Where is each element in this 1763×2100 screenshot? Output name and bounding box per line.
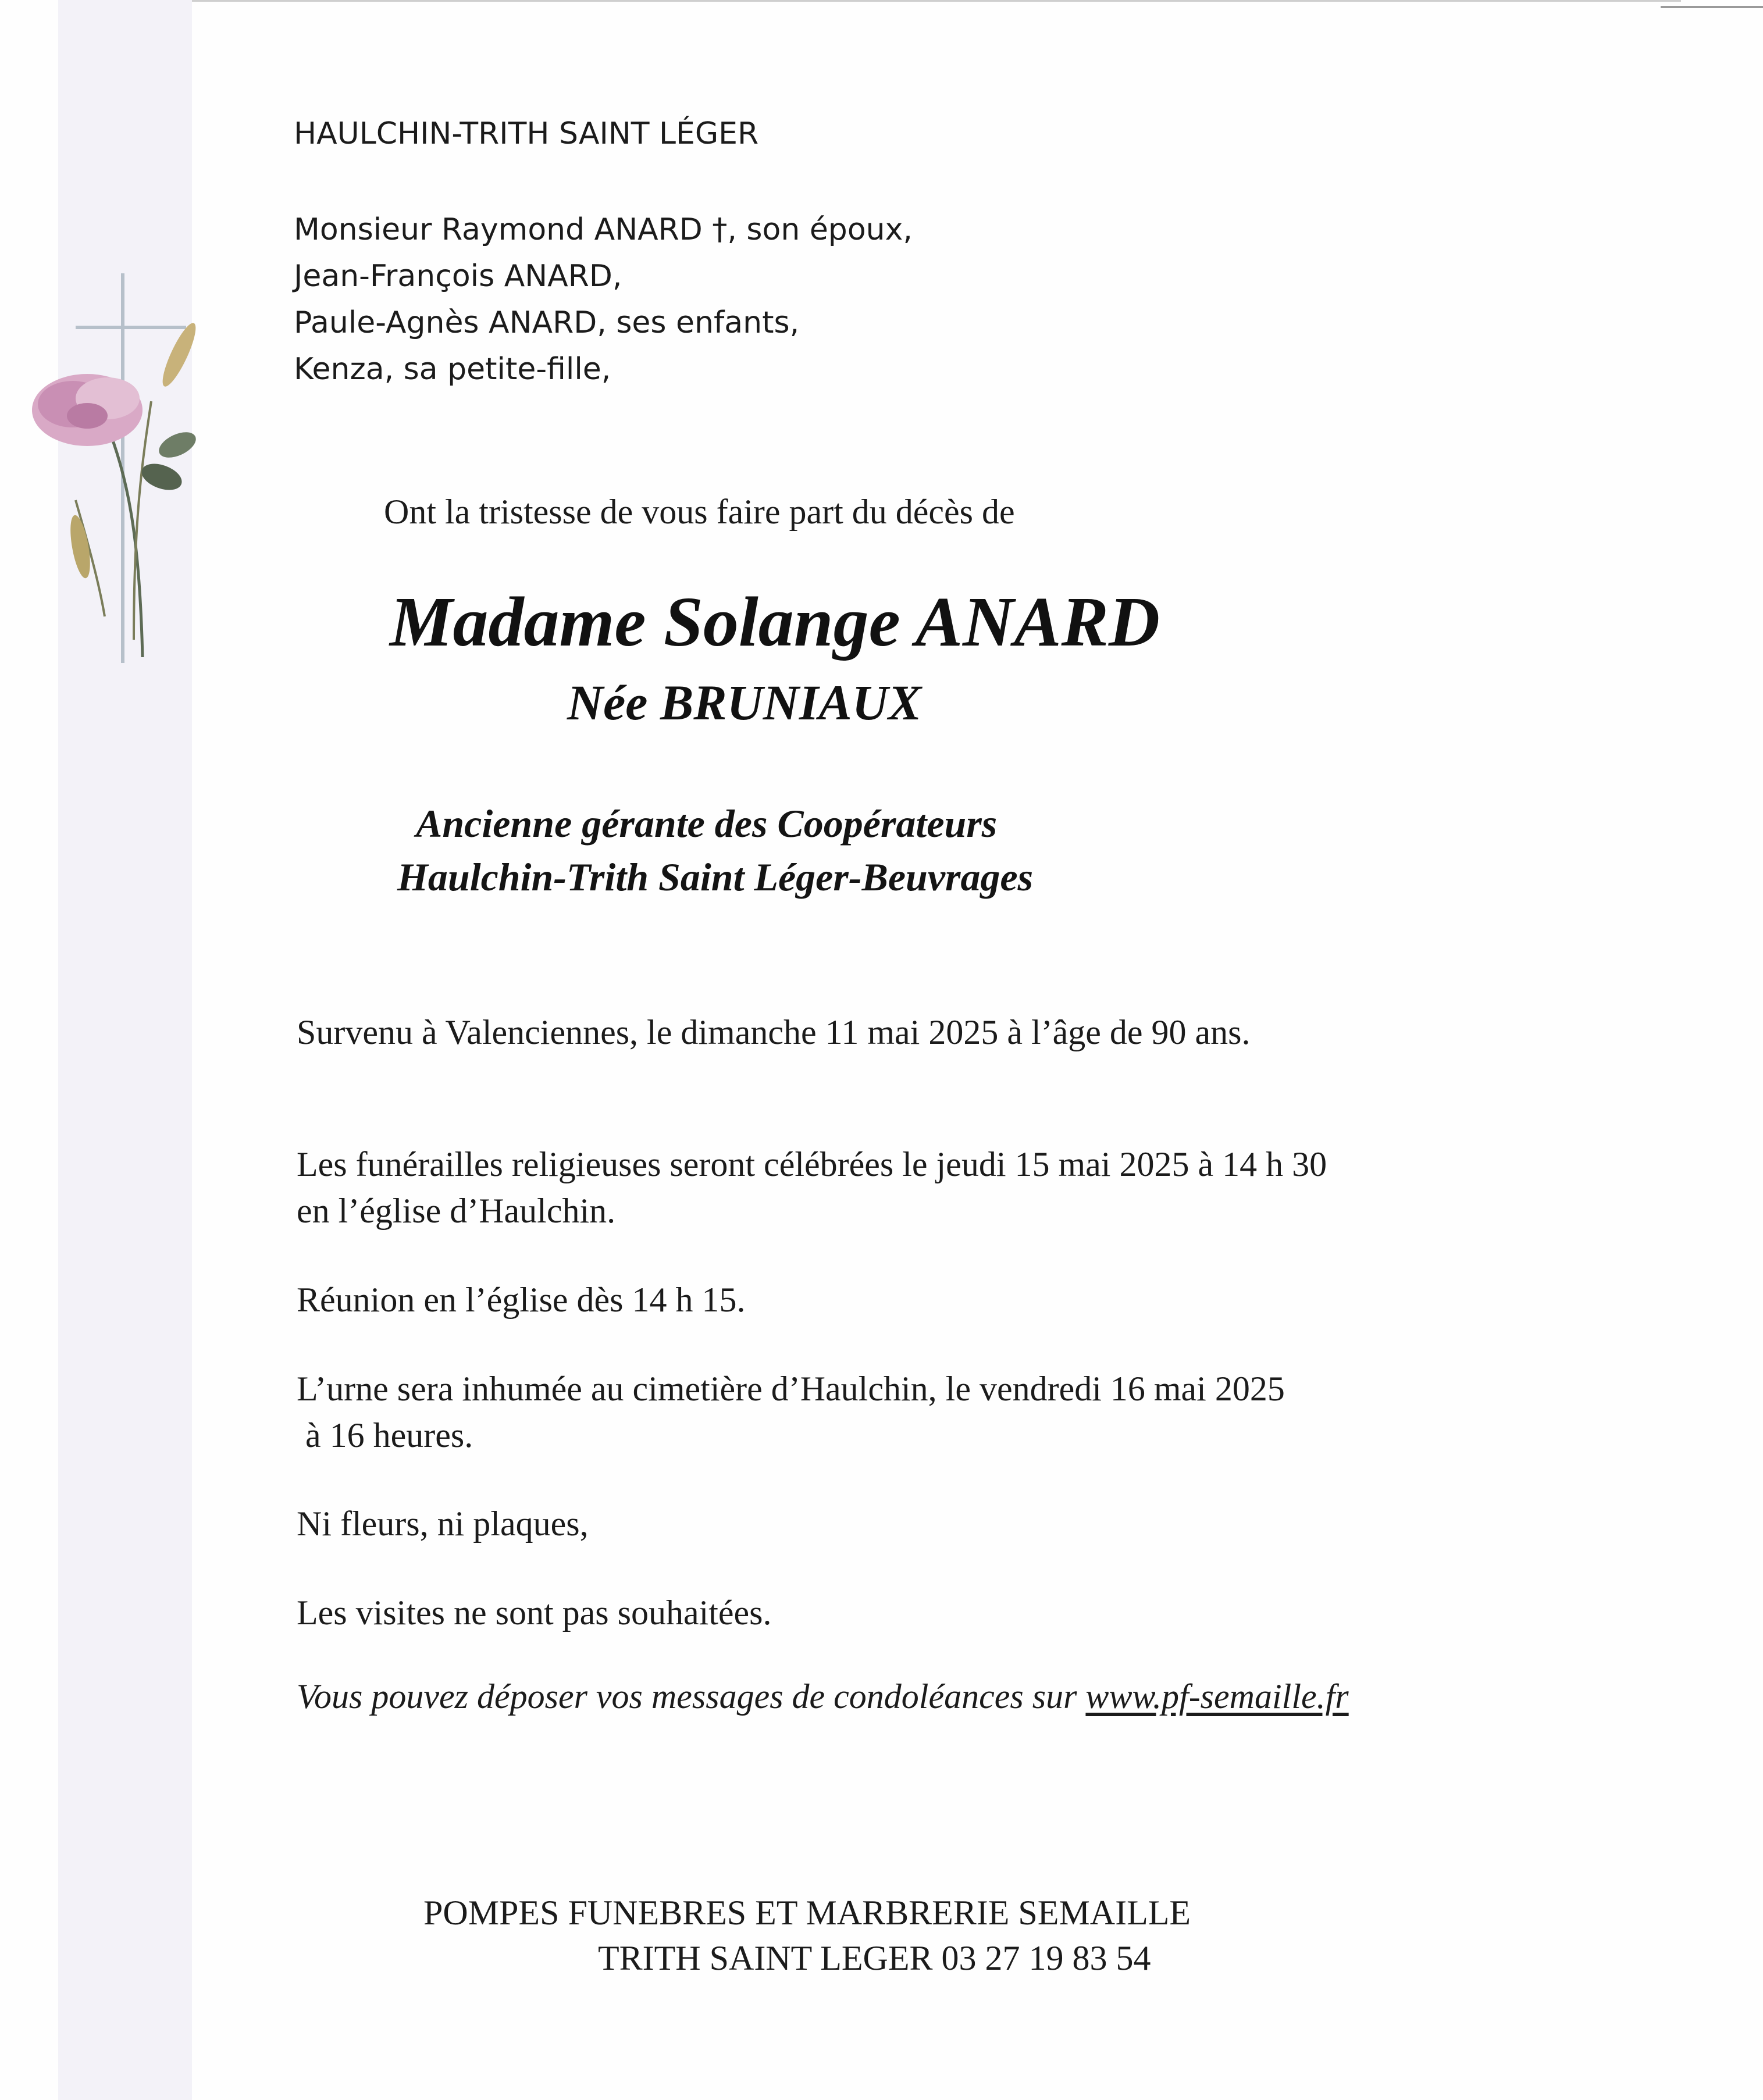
funeral-line-2: en l’église d’Haulchin. bbox=[297, 1192, 616, 1230]
family-line-3: Paule-Agnès ANARD, ses enfants, bbox=[294, 305, 800, 340]
flowers-note: Ni fleurs, ni plaques, bbox=[297, 1504, 589, 1543]
maiden-name: Née BRUNIAUX bbox=[567, 675, 922, 730]
deceased-name: Madame Solange ANARD bbox=[390, 583, 1160, 661]
role-line-1: Ancienne gérante des Coopérateurs bbox=[416, 801, 998, 846]
burial-line-1: L’urne sera inhumée au cimetière d’Haulchin, le vendredi 16 mai 2025 bbox=[297, 1370, 1285, 1408]
location-header: HAULCHIN-TRITH SAINT LÉGER bbox=[294, 116, 759, 151]
announcement-intro: Ont la tristesse de vous faire part du décès de bbox=[384, 493, 1015, 531]
burial-line-2: à 16 heures. bbox=[305, 1416, 473, 1454]
funeral-home-name: POMPES FUNEBRES ET MARBRERIE SEMAILLE bbox=[423, 1894, 1191, 1932]
corner-scan-mark bbox=[1661, 6, 1763, 8]
death-notice: Survenu à Valenciennes, le dimanche 11 mai 2025 à l’âge de 90 ans. bbox=[297, 1013, 1251, 1051]
family-line-1: Monsieur Raymond ANARD †, son époux, bbox=[294, 212, 913, 247]
visits-note: Les visites ne sont pas souhaitées. bbox=[297, 1593, 772, 1632]
funeral-line-1: Les funérailles religieuses seront célébrées le jeudi 15 mai 2025 à 14 h 30 bbox=[297, 1145, 1327, 1183]
family-line-2: Jean-François ANARD, bbox=[294, 259, 622, 294]
role-line-2: Haulchin-Trith Saint Léger-Beuvrages bbox=[397, 855, 1034, 899]
cross-rose-icon bbox=[17, 268, 215, 675]
family-line-4: Kenza, sa petite-fille, bbox=[294, 352, 611, 387]
condolences-line bbox=[297, 1673, 1349, 1720]
condolences-text: Vous pouvez déposer vos messages de condoléances sur bbox=[297, 1677, 1086, 1716]
top-border-line bbox=[192, 0, 1681, 2]
funeral-home-contact: TRITH SAINT LEGER 03 27 19 83 54 bbox=[598, 1939, 1151, 1977]
meeting-notice: Réunion en l’église dès 14 h 15. bbox=[297, 1281, 746, 1319]
condolences-website-link[interactable]: www.pf-semaille.fr bbox=[1085, 1677, 1349, 1716]
